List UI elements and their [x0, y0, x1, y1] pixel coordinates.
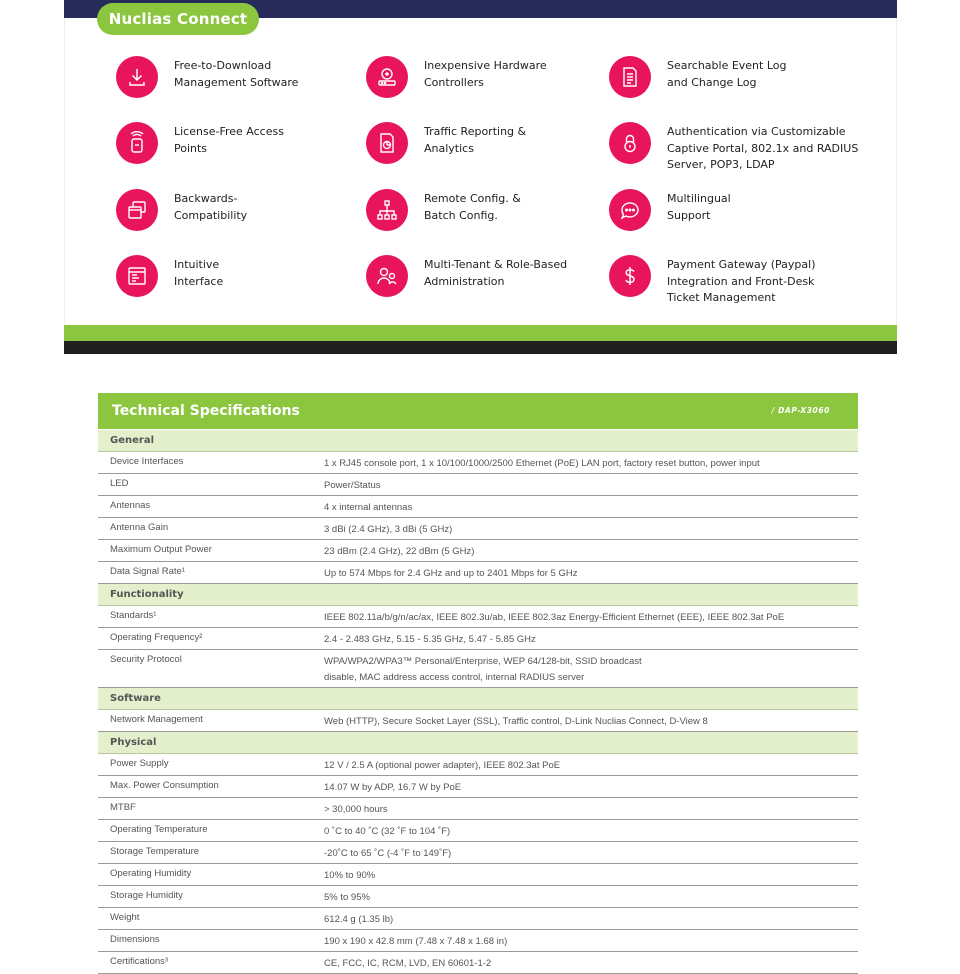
users-icon — [366, 255, 408, 297]
spec-value: WPA/WPA2/WPA3™ Personal/Enterprise, WEP 64/128-bit, SSID broadcast disable, MAC address access control, internal RADIUS server — [324, 656, 642, 683]
spec-value: 10% to 90% — [324, 870, 376, 881]
feature-text: Backwards- Compatibility — [174, 192, 248, 222]
spec-label: Certifications³ — [110, 956, 169, 967]
spec-value: 190 x 190 x 42.8 mm (7.48 x 7.48 x 1.68 in) — [324, 936, 508, 947]
feature-text: Inexpensive Hardware Controllers — [424, 59, 547, 89]
table-row — [98, 952, 858, 974]
spec-label: Dimensions — [110, 934, 160, 945]
table-row — [98, 886, 858, 908]
feature-text: Searchable Event Log and Change Log — [667, 59, 787, 89]
spec-label: Network Management — [110, 714, 203, 725]
feature-item — [366, 122, 616, 178]
spec-value: IEEE 802.11a/b/g/n/ac/ax, IEEE 802.3u/ab, IEEE 802.3az Energy-Efficient Ethernet (EEE), IEEE 802.3at PoE — [324, 612, 785, 623]
table-row — [98, 842, 858, 864]
spec-label: Maximum Output Power — [110, 544, 212, 555]
table-row — [98, 776, 858, 798]
event-log-icon — [609, 56, 651, 98]
table-row — [98, 820, 858, 842]
spec-label: Operating Frequency² — [110, 632, 203, 643]
feature-text: Multilingual Support — [667, 192, 731, 222]
feature-item — [366, 56, 616, 112]
features-panel — [64, 0, 897, 354]
table-row — [98, 562, 858, 584]
table-row — [98, 606, 858, 628]
spec-value: 5% to 95% — [324, 892, 370, 903]
table-row — [98, 452, 858, 474]
spec-value: 0 ˚C to 40 ˚C (32 ˚F to 104 ˚F) — [324, 826, 451, 837]
spec-label: Operating Humidity — [110, 868, 192, 879]
spec-value: Up to 574 Mbps for 2.4 GHz and up to 2401 Mbps for 5 GHz — [324, 568, 578, 579]
chat-bubble-icon — [609, 189, 651, 231]
section-header-general: General — [98, 430, 858, 452]
spec-value: 2.4 - 2.483 GHz, 5.15 - 5.35 GHz, 5.47 - 5.85 GHz — [324, 634, 536, 645]
spec-value: 612.4 g (1.35 lb) — [324, 914, 394, 925]
feature-item — [366, 189, 616, 245]
table-row — [98, 496, 858, 518]
spec-value: Power/Status — [324, 480, 381, 491]
table-row — [98, 710, 858, 732]
spec-value: 12 V / 2.5 A (optional power adapter), IEEE 802.3at PoE — [324, 760, 561, 771]
spec-model: / DAP-X3060 — [771, 406, 830, 415]
section-header-physical: Physical — [98, 732, 858, 754]
feature-item — [609, 122, 859, 178]
feature-text: Multi-Tenant & Role-Based Administration — [424, 258, 568, 288]
spec-value: 14.07 W by ADP, 16.7 W by PoE — [324, 782, 462, 793]
table-row — [98, 798, 858, 820]
spec-label: Storage Temperature — [110, 846, 200, 857]
section-header-software: Software — [98, 688, 858, 710]
spec-label: Weight — [110, 912, 140, 923]
feature-item — [366, 255, 616, 311]
lock-icon — [609, 122, 651, 164]
spec-title: Technical Specifications — [112, 403, 300, 419]
table-row — [98, 864, 858, 886]
feature-item — [116, 255, 366, 311]
feature-text: Traffic Reporting & Analytics — [424, 125, 527, 155]
feature-item — [609, 189, 859, 245]
spec-label: MTBF — [110, 802, 136, 813]
spec-label: LED — [110, 478, 129, 489]
spec-label: Max. Power Consumption — [110, 780, 219, 791]
dollar-icon — [609, 255, 651, 297]
feature-text: Remote Config. & Batch Config. — [424, 192, 521, 222]
interface-window-icon — [116, 255, 158, 297]
download-icon — [116, 56, 158, 98]
table-row — [98, 908, 858, 930]
spec-label: Standards¹ — [110, 610, 157, 621]
feature-text: Authentication via Customizable Captive Portal, 802.1x and RADIUS Server, POP3, LDAP — [667, 125, 859, 171]
spec-label: Antennas — [110, 500, 151, 511]
feature-text: Payment Gateway (Paypal) Integration and Front-Desk Ticket Management — [667, 258, 816, 304]
feature-item — [116, 56, 366, 112]
traffic-report-icon — [366, 122, 408, 164]
spec-label: Power Supply — [110, 758, 169, 769]
footer-green-band — [64, 325, 897, 341]
section-header-functionality: Functionality — [98, 584, 858, 606]
spec-table — [98, 430, 858, 974]
spec-value: -20˚C to 65 ˚C (-4 ˚F to 149˚F) — [324, 848, 452, 859]
spec-value: Web (HTTP), Secure Socket Layer (SSL), Traffic control, D-Link Nuclias Connect, D-View 8 — [324, 716, 708, 727]
spec-label: Operating Temperature — [110, 824, 208, 835]
feature-item — [116, 189, 366, 245]
feature-text: License-Free Access Points — [174, 125, 284, 155]
spec-value: CE, FCC, IC, RCM, LVD, EN 60601-1-2 — [324, 958, 492, 969]
brand-pill: Nuclias Connect — [97, 3, 259, 35]
windows-stack-icon — [116, 189, 158, 231]
spec-value: 1 x RJ45 console port, 1 x 10/100/1000/2500 Ethernet (PoE) LAN port, factory reset button, power input — [324, 458, 760, 469]
feature-text: Free-to-Download Management Software — [174, 59, 299, 89]
footer-dark-band — [64, 341, 897, 354]
spec-label: Antenna Gain — [110, 522, 169, 533]
table-row — [98, 650, 858, 688]
spec-label: Security Protocol — [110, 654, 182, 665]
feature-item — [609, 255, 859, 311]
table-row — [98, 754, 858, 776]
network-tree-icon — [366, 189, 408, 231]
feature-item — [116, 122, 366, 178]
table-row — [98, 930, 858, 952]
spec-header — [98, 393, 858, 429]
feature-item — [609, 56, 859, 112]
spec-label: Data Signal Rate¹ — [110, 566, 185, 577]
spec-value: > 30,000 hours — [324, 804, 388, 815]
spec-value: 4 x internal antennas — [324, 502, 413, 513]
access-point-icon — [116, 122, 158, 164]
spec-label: Storage Humidity — [110, 890, 183, 901]
table-row — [98, 540, 858, 562]
table-row — [98, 474, 858, 496]
spec-value: 3 dBi (2.4 GHz), 3 dBi (5 GHz) — [324, 524, 453, 535]
spec-value: 23 dBm (2.4 GHz), 22 dBm (5 GHz) — [324, 546, 475, 557]
feature-text: Intuitive Interface — [174, 258, 224, 288]
hardware-controller-icon — [366, 56, 408, 98]
table-row — [98, 518, 858, 540]
table-row — [98, 628, 858, 650]
spec-label: Device Interfaces — [110, 456, 184, 467]
